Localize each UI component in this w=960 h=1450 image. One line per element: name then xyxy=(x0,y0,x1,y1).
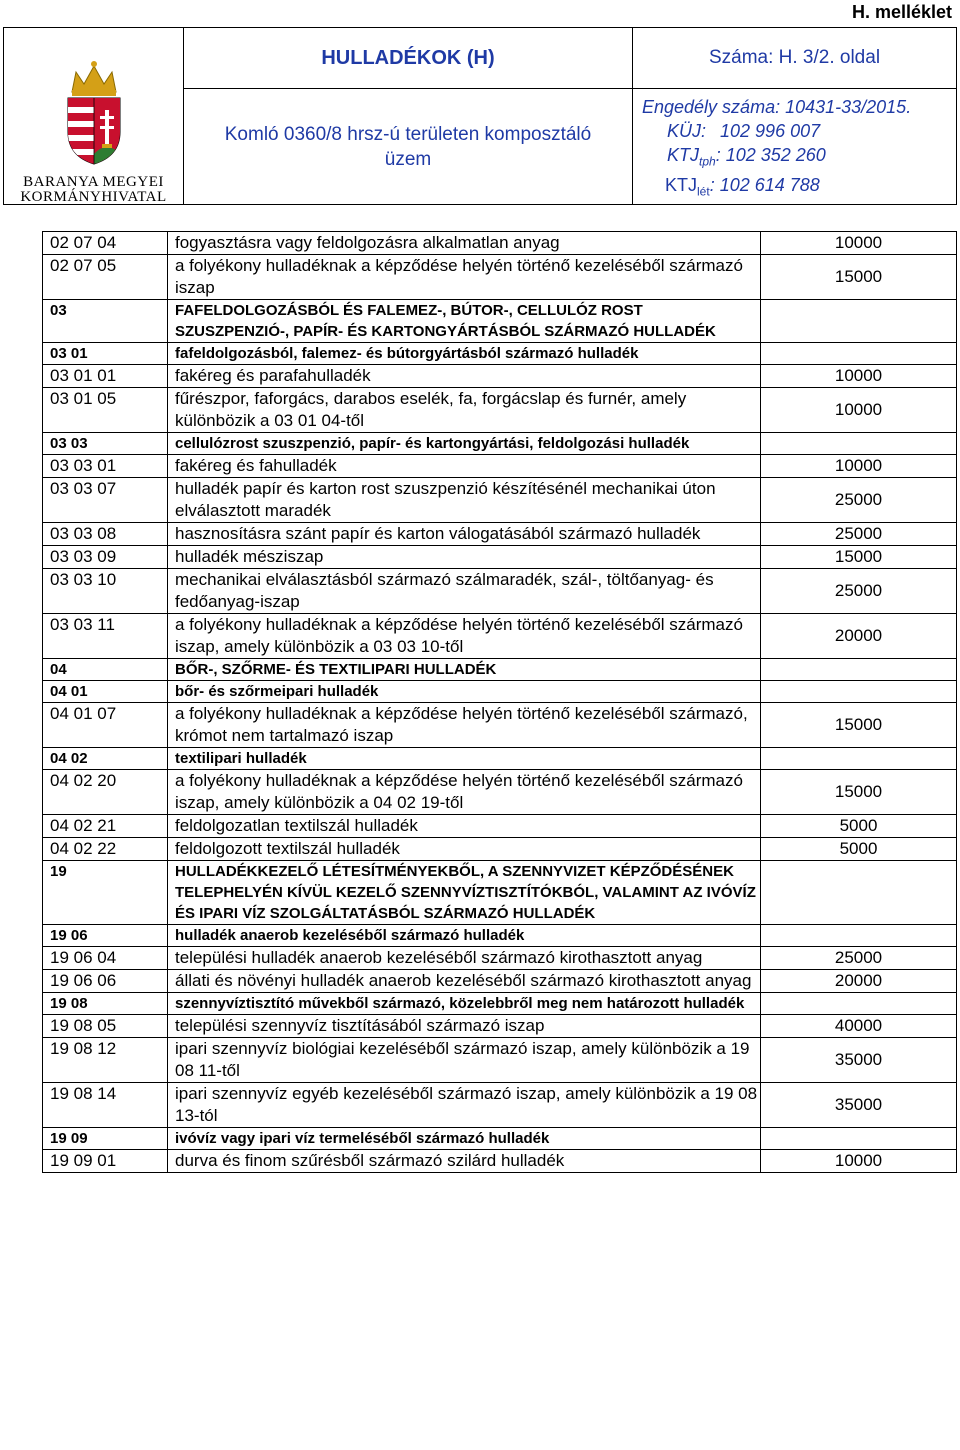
waste-amount: 25000 xyxy=(761,523,957,546)
waste-description: feldolgozatlan textilszál hulladék xyxy=(168,815,761,838)
waste-code: 03 xyxy=(43,300,168,343)
waste-amount: 25000 xyxy=(761,569,957,614)
location-line2: üzem xyxy=(384,148,432,170)
waste-amount: 25000 xyxy=(761,478,957,523)
document-header xyxy=(3,27,957,205)
waste-description: cellulózrost szuszpenzió, papír- és kartongyártási, feldolgozási hulladék xyxy=(168,433,761,455)
waste-code: 04 01 xyxy=(43,681,168,703)
table-group-row xyxy=(43,659,957,681)
table-row xyxy=(43,569,957,614)
table-row xyxy=(43,947,957,970)
waste-code: 04 xyxy=(43,659,168,681)
waste-amount: 20000 xyxy=(761,970,957,993)
waste-description: durva és finom szűrésből származó szilárd hulladék xyxy=(168,1150,761,1173)
table-row xyxy=(43,1038,957,1083)
waste-amount: 10000 xyxy=(761,365,957,388)
waste-description: a folyékony hulladéknak a képződése helyén történő kezeléséből származó iszap, amely különbözik a 04 02 19-től xyxy=(168,770,761,815)
waste-code: 19 09 xyxy=(43,1128,168,1150)
ktj-tph-value: : 102 352 260 xyxy=(715,144,826,165)
table-row xyxy=(43,815,957,838)
permit-info xyxy=(633,89,956,204)
waste-description: a folyékony hulladéknak a képződése helyén történő kezeléséből származó iszap xyxy=(168,255,761,300)
kuj-value: 102 996 007 xyxy=(720,120,821,141)
waste-code: 19 08 14 xyxy=(43,1083,168,1128)
waste-description: hulladék anaerob kezeléséből származó hulladék xyxy=(168,925,761,947)
table-row xyxy=(43,703,957,748)
table-group-row xyxy=(43,925,957,947)
waste-description: ipari szennyvíz egyéb kezeléséből származó iszap, amely különbözik a 19 08 13-tól xyxy=(168,1083,761,1128)
waste-description: bőr- és szőrmeipari hulladék xyxy=(168,681,761,703)
waste-code: 03 03 08 xyxy=(43,523,168,546)
waste-description: szennyvíztisztító művekből származó, közelebbről meg nem határozott hulladék xyxy=(168,993,761,1015)
waste-amount: 10000 xyxy=(761,388,957,433)
table-group-row xyxy=(43,433,957,455)
table-row xyxy=(43,1083,957,1128)
kuj-line xyxy=(633,119,956,143)
waste-description: hulladék mésziszap xyxy=(168,546,761,569)
waste-description: FAFELDOLGOZÁSBÓL ÉS FALEMEZ-, BÚTOR-, CELLULÓZ ROST SZUSZPENZIÓ-, PAPÍR- ÉS KARTONGYÁRTÁSBÓL SZÁRMAZÓ HULLADÉK xyxy=(168,300,761,343)
waste-description: ipari szennyvíz biológiai kezeléséből származó iszap, amely különbözik a 19 08 11-től xyxy=(168,1038,761,1083)
waste-amount xyxy=(761,861,957,925)
waste-amount: 20000 xyxy=(761,614,957,659)
waste-code: 02 07 04 xyxy=(43,232,168,255)
waste-amount: 35000 xyxy=(761,1083,957,1128)
waste-code: 03 01 xyxy=(43,343,168,365)
waste-code: 19 xyxy=(43,861,168,925)
waste-description: települési szennyvíz tisztításából származó iszap xyxy=(168,1015,761,1038)
waste-amount: 15000 xyxy=(761,703,957,748)
waste-amount xyxy=(761,681,957,703)
permit-number: Engedély száma: 10431-33/2015. xyxy=(642,96,912,117)
waste-amount: 15000 xyxy=(761,546,957,569)
table-row xyxy=(43,455,957,478)
waste-amount: 15000 xyxy=(761,255,957,300)
waste-code: 04 01 07 xyxy=(43,703,168,748)
waste-description: állati és növényi hulladék anaerob kezeléséből származó kirothasztott anyag xyxy=(168,970,761,993)
waste-code: 19 08 xyxy=(43,993,168,1015)
table-row xyxy=(43,232,957,255)
waste-amount xyxy=(761,993,957,1015)
waste-code: 04 02 xyxy=(43,748,168,770)
table-group-row xyxy=(43,681,957,703)
waste-description: fakéreg és parafahulladék xyxy=(168,365,761,388)
waste-code: 03 03 01 xyxy=(43,455,168,478)
waste-description: HULLADÉKKEZELŐ LÉTESÍTMÉNYEKBŐL, A SZENNYVIZET KÉPZŐDÉSÉNEK TELEPHELYÉN KÍVÜL KEZELŐ SZENNYVÍZTISZTÍTÓKBÓL, VALAMINT AZ IVÓVÍZ ÉS IPARI VÍZ SZOLGÁLTATÁSBÓL SZÁRMAZÓ HULLADÉK xyxy=(168,861,761,925)
table-group-row xyxy=(43,748,957,770)
table-row xyxy=(43,388,957,433)
waste-amount: 5000 xyxy=(761,815,957,838)
waste-description: fogyasztásra vagy feldolgozásra alkalmatlan anyag xyxy=(168,232,761,255)
table-group-row xyxy=(43,1128,957,1150)
header-middle xyxy=(184,28,633,204)
ktj-tph-sub: tph xyxy=(699,154,716,169)
waste-amount: 35000 xyxy=(761,1038,957,1083)
waste-description: feldolgozott textilszál hulladék xyxy=(168,838,761,861)
waste-table xyxy=(42,231,957,1173)
waste-description: mechanikai elválasztásból származó szálmaradék, szál-, töltőanyag- és fedőanyag-iszap xyxy=(168,569,761,614)
table-row xyxy=(43,970,957,993)
waste-description: a folyékony hulladéknak a képződése helyén történő kezeléséből származó, krómot nem tartalmazó iszap xyxy=(168,703,761,748)
waste-description: a folyékony hulladéknak a képződése helyén történő kezeléséből származó iszap, amely különbözik a 03 03 10-től xyxy=(168,614,761,659)
waste-description: fűrészpor, faforgács, darabos eselék, fa, forgácslap és furnér, amely különbözik a 03 01 04-től xyxy=(168,388,761,433)
table-group-row xyxy=(43,343,957,365)
ktj-tph-label: KTJ xyxy=(667,144,700,165)
waste-code: 03 03 xyxy=(43,433,168,455)
table-group-row xyxy=(43,861,957,925)
site-location xyxy=(184,89,632,204)
location-line1: Komló 0360/8 hrsz-ú területen komposztáló xyxy=(224,123,592,145)
table-row xyxy=(43,1150,957,1173)
waste-description: települési hulladék anaerob kezeléséből származó kirothasztott anyag xyxy=(168,947,761,970)
waste-description: hasznosításra szánt papír és karton válogatásából származó hulladék xyxy=(168,523,761,546)
waste-amount xyxy=(761,343,957,365)
org-name-line2: KORMÁNYHIVATAL xyxy=(20,189,167,205)
waste-amount: 25000 xyxy=(761,947,957,970)
waste-code: 19 08 05 xyxy=(43,1015,168,1038)
table-row xyxy=(43,614,957,659)
table-row xyxy=(43,1015,957,1038)
table-row xyxy=(43,770,957,815)
waste-amount: 15000 xyxy=(761,770,957,815)
waste-amount: 5000 xyxy=(761,838,957,861)
waste-description: textilipari hulladék xyxy=(168,748,761,770)
waste-code: 19 09 01 xyxy=(43,1150,168,1173)
waste-amount: 10000 xyxy=(761,232,957,255)
ktj-let-sub: lét xyxy=(697,185,710,199)
logo-box xyxy=(4,28,184,204)
waste-description: fafeldolgozásból, falemez- és bútorgyártásból származó hulladék xyxy=(168,343,761,365)
waste-amount xyxy=(761,748,957,770)
annex-label: H. melléklet xyxy=(851,2,952,22)
waste-amount xyxy=(761,659,957,681)
waste-description: hulladék papír és karton rost szuszpenzió készítésénél mechanikai úton elválasztott maradék xyxy=(168,478,761,523)
waste-code: 04 02 22 xyxy=(43,838,168,861)
waste-code: 04 02 20 xyxy=(43,770,168,815)
waste-table-body xyxy=(43,232,957,1173)
waste-amount xyxy=(761,433,957,455)
waste-code: 03 01 05 xyxy=(43,388,168,433)
table-group-row xyxy=(43,300,957,343)
waste-amount xyxy=(761,300,957,343)
kuj-label: KÜJ: xyxy=(667,120,707,141)
waste-amount: 10000 xyxy=(761,1150,957,1173)
waste-description: BŐR-, SZŐRME- ÉS TEXTILIPARI HULLADÉK xyxy=(168,659,761,681)
waste-code: 19 08 12 xyxy=(43,1038,168,1083)
table-row xyxy=(43,255,957,300)
waste-code: 03 03 10 xyxy=(43,569,168,614)
waste-code: 02 07 05 xyxy=(43,255,168,300)
waste-description: fakéreg és fahulladék xyxy=(168,455,761,478)
waste-code: 03 03 11 xyxy=(43,614,168,659)
ktj-let-value: : 102 614 788 xyxy=(709,175,820,196)
table-row xyxy=(43,838,957,861)
page-label: Száma: H. 3/2. oldal xyxy=(633,28,956,89)
ktj-let-line xyxy=(633,173,956,204)
waste-amount xyxy=(761,1128,957,1150)
waste-amount: 10000 xyxy=(761,455,957,478)
waste-description: ivóvíz vagy ipari víz termeléséből származó hulladék xyxy=(168,1128,761,1150)
waste-amount xyxy=(761,925,957,947)
table-row xyxy=(43,523,957,546)
ktj-tph-line xyxy=(633,143,956,174)
waste-code: 04 02 21 xyxy=(43,815,168,838)
header-right xyxy=(633,28,956,204)
table-row xyxy=(43,478,957,523)
document-title: HULLADÉKOK (H) xyxy=(184,28,632,89)
waste-code: 03 01 01 xyxy=(43,365,168,388)
table-row xyxy=(43,546,957,569)
waste-amount: 40000 xyxy=(761,1015,957,1038)
waste-code: 03 03 07 xyxy=(43,478,168,523)
coat-of-arms-icon xyxy=(62,58,126,166)
waste-code: 19 06 xyxy=(43,925,168,947)
waste-code: 19 06 04 xyxy=(43,947,168,970)
waste-code: 19 06 06 xyxy=(43,970,168,993)
waste-code: 03 03 09 xyxy=(43,546,168,569)
org-name-line1: BARANYA MEGYEI xyxy=(23,174,164,190)
table-group-row xyxy=(43,993,957,1015)
table-row xyxy=(43,365,957,388)
ktj-let-label: KTJ xyxy=(665,175,698,196)
